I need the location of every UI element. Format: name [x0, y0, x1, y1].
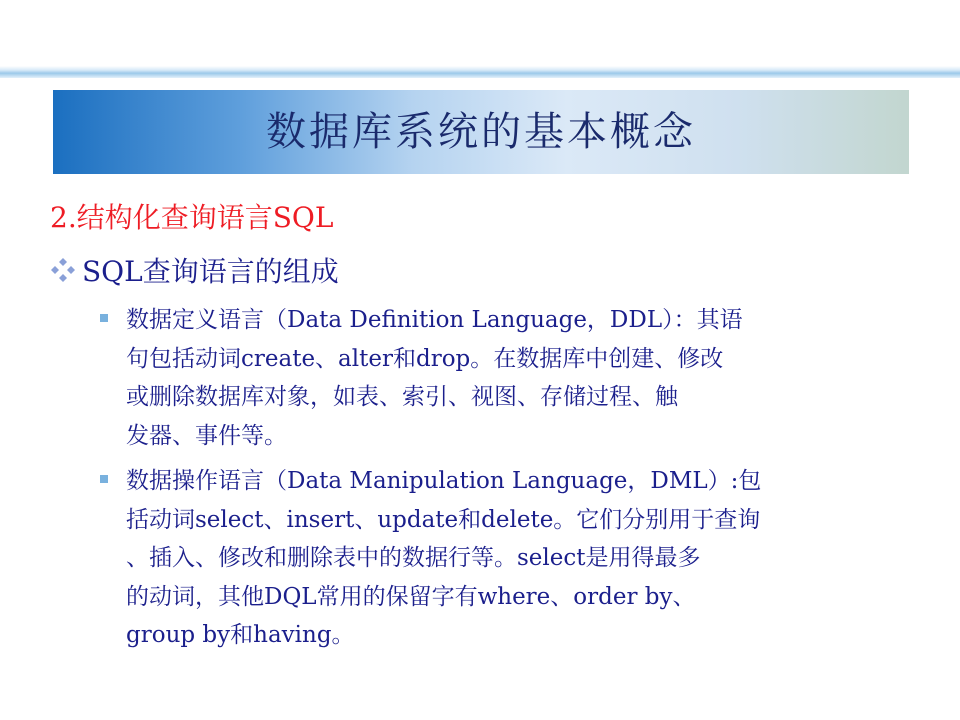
paragraph-line: 或删除数据库对象，如表、索引、视图、存储过程、触	[126, 384, 678, 410]
square-bullet-icon	[100, 314, 108, 322]
paragraph-line: 、插入、修改和删除表中的数据行等。select是用得最多	[126, 545, 701, 571]
top-decorative-line	[0, 66, 960, 78]
paragraph-line: 的动词，其他DQL常用的保留字有where、order by、	[126, 583, 696, 610]
title-banner	[53, 90, 909, 174]
subheading-text: SQL查询语言的组成	[82, 255, 339, 288]
bullet-paragraph-ddl	[126, 301, 906, 455]
four-diamond-icon	[50, 257, 80, 290]
paragraph-line: 数据操作语言（Data Manipulation Language，DML）:包	[126, 468, 762, 494]
paragraph-line: 括动词select、insert、update和delete。它们分别用于查询	[126, 506, 761, 533]
subheading-row	[50, 250, 339, 290]
bullet-paragraph-dml	[126, 462, 906, 655]
square-bullet-icon	[100, 475, 108, 483]
paragraph-line: 数据定义语言（Data Definition Language，DDL）：其语	[126, 307, 743, 333]
paragraph-line: 发器、事件等。	[126, 422, 287, 449]
paragraph-line: group by和having。	[126, 622, 355, 648]
slide-title: 数据库系统的基本概念	[266, 109, 696, 155]
section-heading: 2.结构化查询语言SQL	[50, 201, 334, 234]
paragraph-line: 句包括动词create、alter和drop。在数据库中创建、修改	[126, 345, 724, 372]
